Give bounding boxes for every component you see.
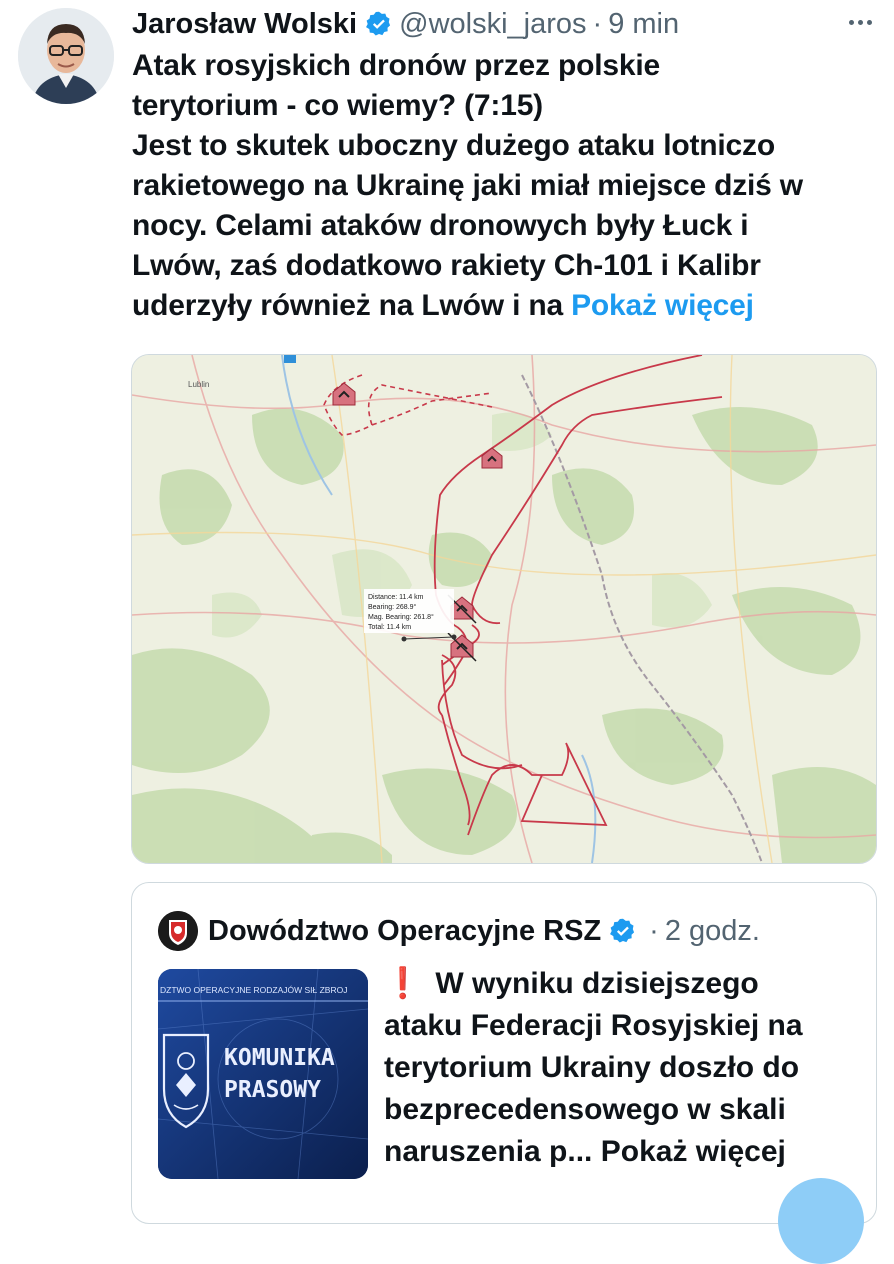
tweet-line: Jest to skutek uboczny dużego ataku lotniczo	[132, 129, 775, 162]
tweet-line-last	[132, 286, 884, 326]
tweet-line: Atak rosyjskich dronów przez polskie	[132, 49, 660, 82]
thumb-banner: DZTWO OPERACYJNE RODZAJÓW SIŁ ZBROJ	[160, 985, 348, 995]
quoted-line: bezprecedensowego w skali	[384, 1093, 786, 1126]
verified-badge-icon	[609, 917, 637, 945]
map-place-label: Lublin	[188, 380, 210, 389]
tweet-header	[132, 4, 679, 44]
quoted-line-last	[384, 1131, 854, 1173]
quoted-header-separator: ·	[649, 914, 659, 947]
tweet-line: rakietowego na Ukrainę jaki miał miejsce dziś w	[132, 169, 803, 202]
author-handle[interactable]: @wolski_jaros	[399, 7, 587, 40]
quoted-line: terytorium Ukrainy doszło do	[384, 1051, 800, 1084]
thumb-title-line-1: KOMUNIKA	[224, 1045, 335, 1071]
measure-distance: Distance: 11.4 km	[368, 594, 424, 601]
map-image[interactable]	[131, 354, 877, 864]
verified-badge-icon	[365, 10, 393, 38]
measure-total: Total: 11.4 km	[368, 624, 412, 631]
header-separator: ·	[592, 7, 603, 40]
author-name[interactable]: Jarosław Wolski	[132, 7, 358, 40]
quoted-line-text: W wyniku dzisiejszego	[435, 967, 759, 1000]
more-options-icon[interactable]	[840, 10, 880, 34]
measure-bearing: Bearing: 268.9°	[368, 604, 417, 611]
quoted-show-more-link[interactable]: Pokaż więcej	[600, 1135, 786, 1168]
quoted-tweet[interactable]	[131, 882, 877, 1224]
alert-icon: ❗	[384, 967, 422, 1000]
author-avatar[interactable]	[18, 8, 114, 104]
tweet-line: nocy. Celami ataków dronowych były Łuck i	[132, 209, 749, 242]
thumb-title-line-2: PRASOWY	[224, 1077, 321, 1103]
quoted-tweet-header	[158, 911, 760, 951]
compose-button[interactable]	[778, 1178, 864, 1264]
measure-mag-bearing: Mag. Bearing: 261.8°	[368, 614, 434, 621]
quoted-line: ataku Federacji Rosyjskiej na	[384, 1009, 803, 1042]
quoted-author-avatar[interactable]	[158, 911, 198, 951]
tweet-text	[132, 46, 884, 326]
quoted-line-text: naruszenia p...	[384, 1135, 593, 1168]
tweet-time[interactable]: 9 min	[608, 7, 680, 40]
quoted-tweet-text	[384, 963, 854, 1173]
quoted-author-name[interactable]: Dowództwo Operacyjne RSZ	[208, 914, 602, 947]
tweet-line-text: uderzyły również na Lwów i na	[132, 289, 563, 322]
quoted-tweet-time[interactable]: 2 godz.	[664, 914, 760, 947]
quoted-line	[384, 963, 854, 1005]
show-more-link[interactable]: Pokaż więcej	[571, 289, 754, 322]
tweet-line: Lwów, zaś dodatkowo rakiety Ch-101 i Kalibr	[132, 249, 761, 282]
tweet-line: terytorium - co wiemy? (7:15)	[132, 89, 543, 122]
quoted-thumbnail[interactable]	[158, 969, 368, 1179]
